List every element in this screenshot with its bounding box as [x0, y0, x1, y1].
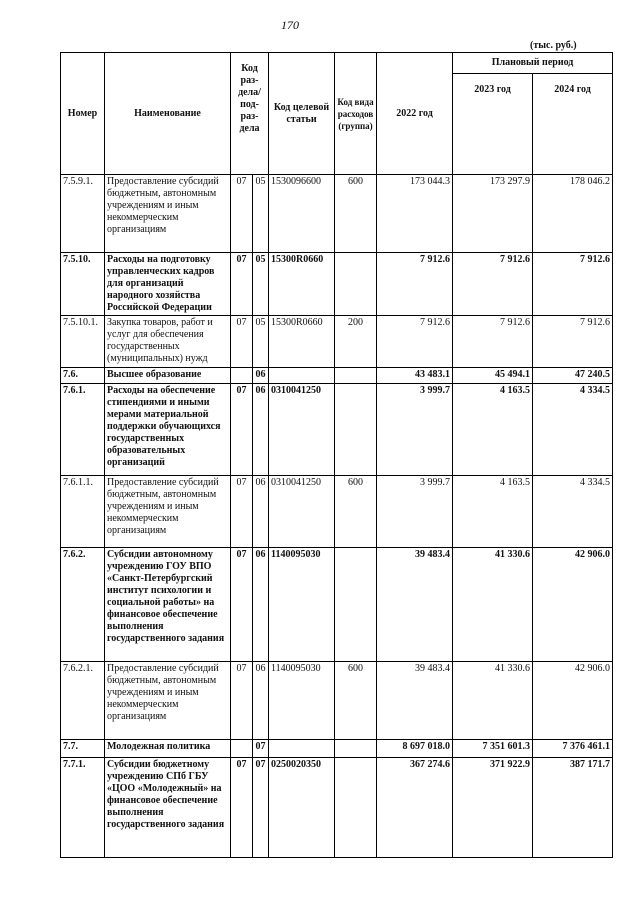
row-2023-value: 371 922.9: [453, 758, 533, 858]
row-target-code: 0310041250: [269, 476, 335, 548]
header-2024: 2024 год: [533, 74, 613, 175]
row-name: Субсидии автономному учреждению ГОУ ВПО «Санкт-Петербургский институт психологии и социальной работы» на финансовое обеспечение выполнения государственного задания: [105, 548, 231, 662]
row-2022-value: 43 483.1: [377, 368, 453, 384]
row-subsection-code: 06: [253, 662, 269, 740]
row-number: 7.6.1.: [61, 384, 105, 476]
row-number: 7.6.2.: [61, 548, 105, 662]
row-expense-type: 600: [335, 662, 377, 740]
row-2024-value: 4 334.5: [533, 384, 613, 476]
table-row: [61, 758, 613, 858]
row-name: Субсидии бюджетному учреждению СПб ГБУ «ЦОО «Молодежный» на финансовое обеспечение выполнения государственного задания: [105, 758, 231, 858]
row-2022-value: 3 999.7: [377, 476, 453, 548]
row-target-code: 0310041250: [269, 384, 335, 476]
table-row: [61, 384, 613, 476]
row-2022-value: 3 999.7: [377, 384, 453, 476]
row-name: Расходы на подготовку управленческих кадров для организаций народного хозяйства Российской Федерации: [105, 253, 231, 316]
table-row: [61, 175, 613, 253]
row-section-code: [231, 740, 253, 758]
row-number: 7.7.: [61, 740, 105, 758]
row-expense-type: [335, 758, 377, 858]
row-2024-value: 4 334.5: [533, 476, 613, 548]
table-row: [61, 316, 613, 368]
row-name: Предоставление субсидий бюджетным, автономным учреждениям и иным некоммерческим организациям: [105, 476, 231, 548]
row-expense-type: [335, 253, 377, 316]
row-subsection-code: 05: [253, 316, 269, 368]
page-number: 170: [281, 18, 299, 32]
row-number: 7.5.9.1.: [61, 175, 105, 253]
header-number: Номер: [61, 53, 105, 175]
row-subsection-code: 05: [253, 175, 269, 253]
row-2022-value: 7 912.6: [377, 316, 453, 368]
row-subsection-code: 06: [253, 384, 269, 476]
row-2024-value: 178 046.2: [533, 175, 613, 253]
row-2023-value: 7 912.6: [453, 253, 533, 316]
units-label: (тыс. руб.): [530, 40, 577, 51]
row-section-code: [231, 368, 253, 384]
row-section-code: 07: [231, 253, 253, 316]
row-target-code: 15300R0660: [269, 253, 335, 316]
header-section: Код раз- дела/ под- раз- дела: [231, 53, 269, 175]
row-name: Расходы на обеспечение стипендиями и иными мерами материальной поддержки обучающихся государственных образовательных организаций: [105, 384, 231, 476]
row-target-code: 0250020350: [269, 758, 335, 858]
row-section-code: 07: [231, 662, 253, 740]
row-section-code: 07: [231, 548, 253, 662]
row-target-code: 15300R0660: [269, 316, 335, 368]
row-expense-type: 600: [335, 175, 377, 253]
row-2023-value: 173 297.9: [453, 175, 533, 253]
row-name: Высшее образование: [105, 368, 231, 384]
row-number: 7.6.: [61, 368, 105, 384]
header-2023: 2023 год: [453, 74, 533, 175]
row-expense-type: [335, 548, 377, 662]
row-2024-value: 47 240.5: [533, 368, 613, 384]
row-2024-value: 7 912.6: [533, 253, 613, 316]
row-2024-value: 42 906.0: [533, 548, 613, 662]
row-number: 7.7.1.: [61, 758, 105, 858]
row-subsection-code: 05: [253, 253, 269, 316]
row-name: Предоставление субсидий бюджетным, автономным учреждениям и иным некоммерческим организациям: [105, 175, 231, 253]
row-2022-value: 367 274.6: [377, 758, 453, 858]
row-target-code: 1140095030: [269, 662, 335, 740]
row-number: 7.5.10.1.: [61, 316, 105, 368]
row-2023-value: 4 163.5: [453, 476, 533, 548]
row-target-code: 1140095030: [269, 548, 335, 662]
row-subsection-code: 06: [253, 368, 269, 384]
row-name: Предоставление субсидий бюджетным, автономным учреждениям и иным некоммерческим организациям: [105, 662, 231, 740]
row-target-code: [269, 740, 335, 758]
row-target-code: 1530096600: [269, 175, 335, 253]
table-row: [61, 548, 613, 662]
row-expense-type: 600: [335, 476, 377, 548]
row-2022-value: 173 044.3: [377, 175, 453, 253]
row-subsection-code: 07: [253, 740, 269, 758]
row-subsection-code: 06: [253, 476, 269, 548]
row-section-code: 07: [231, 316, 253, 368]
row-2022-value: 39 483.4: [377, 662, 453, 740]
row-subsection-code: 07: [253, 758, 269, 858]
table-row: [61, 740, 613, 758]
row-2023-value: 7 912.6: [453, 316, 533, 368]
header-name: Наименование: [105, 53, 231, 175]
row-2022-value: 7 912.6: [377, 253, 453, 316]
table-row: [61, 253, 613, 316]
row-2022-value: 39 483.4: [377, 548, 453, 662]
row-section-code: 07: [231, 175, 253, 253]
row-number: 7.5.10.: [61, 253, 105, 316]
row-2024-value: 42 906.0: [533, 662, 613, 740]
row-2022-value: 8 697 018.0: [377, 740, 453, 758]
row-number: 7.6.2.1.: [61, 662, 105, 740]
row-2024-value: 387 171.7: [533, 758, 613, 858]
table-body: [61, 175, 613, 858]
header-target: Код целевой статьи: [269, 53, 335, 175]
row-target-code: [269, 368, 335, 384]
row-number: 7.6.1.1.: [61, 476, 105, 548]
table-row: [61, 662, 613, 740]
row-2023-value: 41 330.6: [453, 662, 533, 740]
row-expense-type: [335, 384, 377, 476]
row-section-code: 07: [231, 384, 253, 476]
row-name: Молодежная политика: [105, 740, 231, 758]
row-section-code: 07: [231, 476, 253, 548]
row-2024-value: 7 912.6: [533, 316, 613, 368]
header-expense-type: Код вида расходов (группа): [335, 53, 377, 175]
table-row: [61, 476, 613, 548]
row-subsection-code: 06: [253, 548, 269, 662]
row-expense-type: [335, 740, 377, 758]
budget-table: [60, 52, 613, 858]
header-planned-period: Плановый период: [453, 53, 613, 74]
row-2023-value: 7 351 601.3: [453, 740, 533, 758]
row-2024-value: 7 376 461.1: [533, 740, 613, 758]
row-expense-type: 200: [335, 316, 377, 368]
row-2023-value: 4 163.5: [453, 384, 533, 476]
header-2022: 2022 год: [377, 53, 453, 175]
row-2023-value: 45 494.1: [453, 368, 533, 384]
row-expense-type: [335, 368, 377, 384]
row-name: Закупка товаров, работ и услуг для обеспечения государственных (муниципальных) нужд: [105, 316, 231, 368]
row-2023-value: 41 330.6: [453, 548, 533, 662]
row-section-code: 07: [231, 758, 253, 858]
table-row: [61, 368, 613, 384]
